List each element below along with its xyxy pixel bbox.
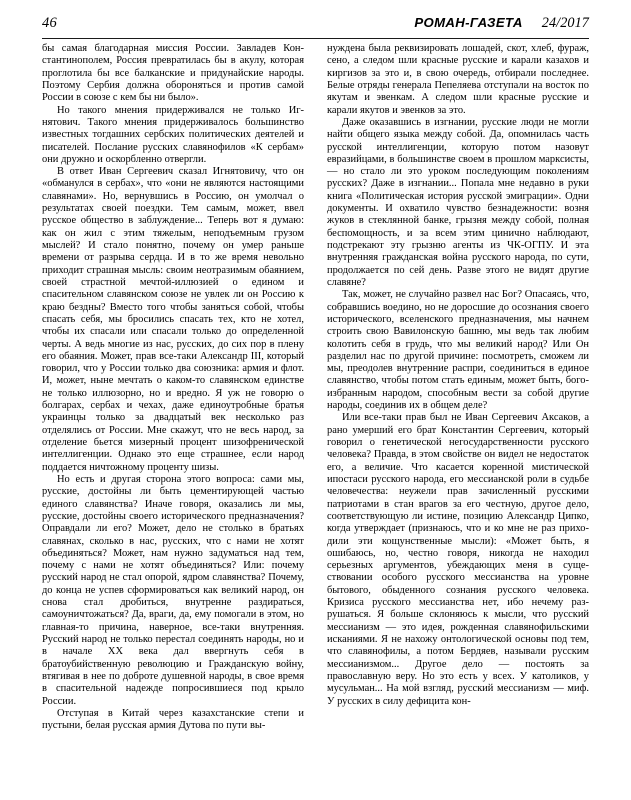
column-left <box>42 43 304 783</box>
paragraph: бы самая благодарная миссия России. Завладев Константинополем, Россия превратилась бы в акулу, которая проглотила бы все балканские и придунайские народы. Поэтому Сербия должна обороняться и против самой России в союзе с кем бы ни было». <box>42 43 304 104</box>
running-head-right <box>414 16 589 30</box>
paragraph: Или все-таки прав был не Иван Сергеевич Аксаков, а рано умерший его брат Константин Сергеевич, который говорил о генетической негосударственности русского человека? Правда, в этом свойстве он видел не недостаток его, а величие. Что касается коренной мистической ипостаси русского народа, его мессианской роли в судьбе человечества: неужели прав зачисленный русскими патриотами в стан врагов за его честную, другое дело, соответствующую ли истине, позицию Александр Ципко, когда утверждает (признаюсь, что и ко мне не раз приходили эти кощунственные мысли): «Может быть, я ошибаюсь, но, честно говоря, никогда не находил серьезных аргументов, убеждающих меня в существовании особого русского мессианства на уровне бытового, обыденного сознания русского человека. Кризиса русского мессианства нет, ибо нечему разрушаться. Я больше склоняюсь к мысли, что русский мессианизм — это идея, рожденная славянофильскими исканиями. Я не нахожу онтологической основы под тем, что славянофилы, а потом Бердяев, называли русским мессианизмом... Другое дело — постоять за православную веру. Но это есть у всех. У католиков, у мусульман... На мой взгляд, русский мессианизм — миф. У русских в силу дефицита кон- <box>327 412 589 707</box>
body-columns <box>42 43 589 783</box>
column-right <box>327 43 589 783</box>
paragraph: Даже оказавшись в изгнании, русские люди не могли найти общего языка между собой. Да, опомнилась часть русской интеллигенции, которую потом назовут евразийцами, в большинстве своем в прошлом марксисты, — но стало ли это уроком последующим поколениям русских? Даже в изгнании... Попала мне недавно в руки книга «Политическая история русской эмиграции». Одни документы. И охватило чувство безнадежности: возня жуков в стеклянной банке, грызня между собой, полная беспомощность, и за всем этим цинично наблюдают, подстрекают эту грызню агенты из ЧК-ОГПУ. И эта внутренняя гражданская война русского народа, по сути, продолжается по сей день. Разве этого не видят другие славяне? <box>327 116 589 288</box>
paragraph: Но есть и другая сторона этого вопроса: сами мы, русские, достойны ли быть цементирующей частью единого славянства? Иначе говоря, оказались ли мы, русские, достойны своего исторического предназначения? Оправдали ли его? Может, дело не столько в братьях славянах, сколько в нас, русских, что с нами не хотят объединяться? Может, нам нужно задуматься над тем, почему с нами не хотят объединяться? Или: почему русский народ не стал опорой, ядром славянства? Почему, до конца не успев сформироваться как великий народ, он снова стал дробиться, внутренне раздираться, самоуничтожаться? Да, враги, да, ему помогали в этом, но главная-то причина, наверное, все-таки внутренняя. Русский народ не только перестал соединять народы, но и в начале XX века дал ввергнуть себя в братоубийственную революцию и Гражданскую войну, втягивая в нее по доброте душевной народы, в свое время в спасительной надежде попросившиеся под крыло России. <box>42 473 304 707</box>
paragraph: нуждена была реквизировать лошадей, скот, хлеб, фураж, сено, а следом шли красные русские и карали казахов и киргизов за это и, в свою очередь, отбирали последнее. Белые отряды генерала Пепеляева отступали на восток по якутам и эвенкам. А следом шли красные русские и карали якутов и эвенков за это. <box>327 43 589 116</box>
paragraph: Но такого мнения придерживался не только Игнятович. Такого мнения придерживалось большинство известных тогдашних сербских политических деятелей и писателей. Послание русских славянофилов «К сербам» они дружно и оскорбленно отвергли. <box>42 104 304 165</box>
paragraph: В ответ Иван Сергеевич сказал Игнятовичу, что он «обманулся в сербах», что «они не являются настоящими славянами». Но, вернувшись в Россию, он умолчал о результатах своей поездки. Тем самым, может, ввел русское общество в заблуждение... Теперь вот я думаю: как он жил с этим тяжелым, неподъемным грузом мыслей? И стало понятно, почему он умер раньше времени от разрыва сердца. И в то же время невольно приходит страшная мысль: своим неотразимым обаянием, своей страстной мечтой-иллюзией о едином и спасительном славянском союзе не увлек ли он Россию к краю бездны? Вместо того чтобы заняться собой, чтобы спасать себя, мы бросились спасать тех, кто не хотел, чтобы их спасали или спасали только до определенной черты. А ведь многие из нас, русских, до сих пор в плену его обаяния. Может, прав все-таки Александр III, который говорил, что у России только два союзника: армия и флот. И, может, ныне мечтать о каком-то славянском единстве не только иллюзорно, но и вредно. Я уж не говорю о болгарах, сербах и чехах, даже единоутробные братья украинцы только за двадцатый век несколько раз отделялись от России. Мне скажут, что не весь народ, за отделение бьется мизерный процент шизофренической интеллигенции. Однако это еще страшнее, если народ поддается ничтожному проценту шизы. <box>42 166 304 473</box>
paragraph: Так, может, не случайно развел нас Бог? Опасаясь, что, собравшись воедино, но не доросшие до осознания своего исторического, вселенского предназначения, мы начнем строить свою Вавилонскую башню, мы ведь так любим колотить себя в грудь, что мы великий народ? Или Он разделил нас по другой причине: посмотреть, сможем ли мы, преодолев внутренние распри, соединиться в единое славянство, чтобы потом стать единым, может быть, богоизбранным народом, способным вести за собой другие народы, соединив их в общем деле? <box>327 289 589 412</box>
running-head <box>42 16 589 39</box>
publication-title: РОМАН-ГАЗЕТА <box>414 15 523 30</box>
page-number: 46 <box>42 15 57 31</box>
paragraph: Отступая в Китай через казахстанские степи и пустыни, белая русская армия Дутова по пути вы- <box>42 707 304 732</box>
issue-number: 24/2017 <box>541 15 589 31</box>
